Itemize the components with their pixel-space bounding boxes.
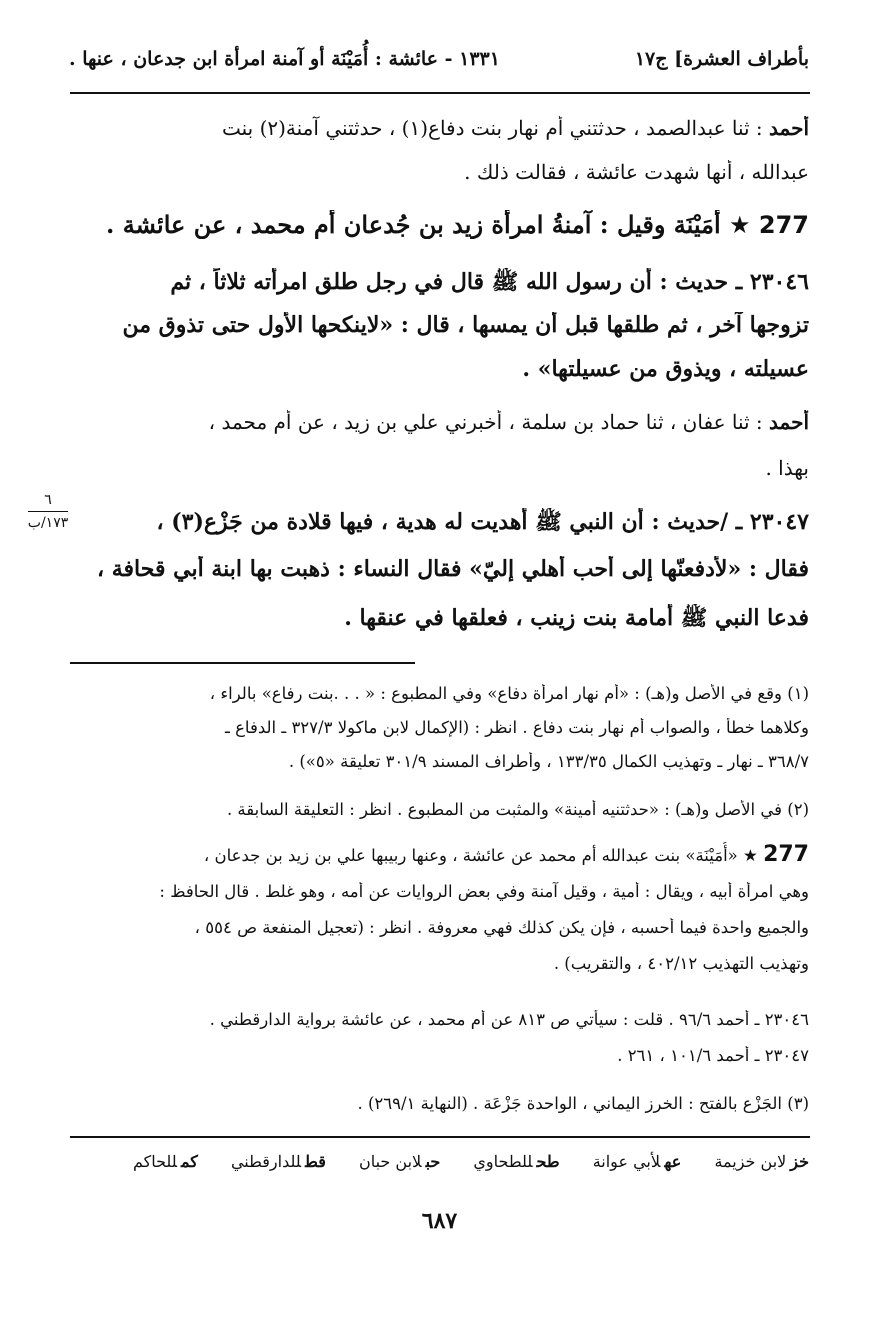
abbr-item [133, 1152, 198, 1171]
body-line-1 [69, 116, 809, 140]
abbr-name: لأبي عوانة [592, 1152, 661, 1171]
narrator-number: 277 [763, 842, 809, 867]
page-number: ٦٨٧ [421, 1208, 458, 1234]
body-line-2: عبدالله ، أنها شهدت عائشة ، فقالت ذلك . [464, 160, 809, 184]
abbr-code: عه [664, 1152, 682, 1171]
hadith-23046-line-3: عسيلته ، ويذوق من عسيلتها» . [522, 356, 809, 382]
abbr-code: خز [790, 1152, 809, 1171]
running-header [69, 48, 809, 82]
narrator-number: 277 [758, 211, 809, 239]
star-icon: ★ [743, 846, 758, 865]
hadith-23046-line-2: تزوجها آخر ، ثم طلقها قبل أن يمسها ، قال : «لاينكحها الأول حتى تذوق من [122, 312, 809, 338]
footnote-narrator-text: «أُمَيْنَة» بنت عبدالله أم محمد عن عائشة ، وعنها ربيبها علي بن زيد بن جدعان ، [203, 846, 744, 865]
hadith-23047-line-2: فقال : «لأدفعنّها إلى أحب أهلي إليّ» فقال النساء : ذهبت بها ابنة أبي قحافة ، [96, 556, 809, 582]
folio-bottom: ١٧٣/ب [27, 515, 69, 531]
footnote-separator [70, 662, 415, 664]
footnote-narrator-line-2: وهي امرأة أبيه ، ويقال : أمية ، وقيل آمنة وفي بعض الروايات عن أمه ، وهو غلط . قال الحافظ : [159, 882, 809, 901]
header-rule [70, 92, 810, 94]
footnote-narrator-line-4: وتهذيب التهذيب ٤٠٢/١٢ ، والتقريب) . [553, 954, 809, 973]
folio-top: ٦ [44, 492, 52, 508]
body-text: : ثنا عفان ، ثنا حماد بن سلمة ، أخبرني علي بن زيد ، عن أم محمد ، [208, 410, 770, 434]
header-chapter: ١٣٣١ - عائشة : أُمَيْنَة أو آمنة امرأة ابن جدعان ، عنها . [69, 48, 500, 70]
abbreviations-rule [70, 1136, 810, 1138]
source-note-23046: ٢٣٠٤٦ ـ أحمد ٩٦/٦ . قلت : سيأتي ص ٨١٣ عن أم محمد ، عن عائشة برواية الدارقطني . [209, 1010, 809, 1029]
narrator-heading-text: أُمَيْنَة وقيل : آمنةُ امرأة زيد بن جُدعان أم محمد ، عن عائشة . [106, 210, 730, 239]
footnote-1-line-1: (١) وقع في الأصل و(هـ) : «أم نهار امرأة دفاع» وفي المطبوع : « . . .بنت رفاع» بالراء ، [209, 684, 809, 703]
abbr-code: قط [305, 1152, 326, 1171]
abbreviations-legend [69, 1152, 809, 1171]
abbr-name: للحاكم [132, 1152, 177, 1171]
body-line-8: بهذا . [765, 456, 809, 480]
footnote-3: (٣) الجَزْع بالفتح : الخرز اليماني ، الواحدة جَزْعَة . (النهاية ٢٦٩/١) . [357, 1094, 809, 1113]
narrator-heading [69, 210, 809, 239]
star-icon: ★ [729, 211, 751, 239]
abbr-name: للدارقطني [230, 1152, 302, 1171]
header-volume: بأطراف العشرة] ج١٧ [634, 48, 809, 70]
source-label: أحمد [769, 116, 809, 140]
footnote-2: (٢) في الأصل و(هـ) : «حدثتنيه أمينة» والمثبت من المطبوع . انظر : التعليقة السابقة . [226, 800, 809, 819]
footnote-1-line-2: وكلاهما خطأ ، والصواب أم نهار بنت دفاع . انظر : (الإكمال لابن ماكولا ٣٢٧/٣ ـ الدفاع ـ [225, 718, 809, 737]
body-line-7 [69, 410, 809, 434]
hadith-23047-line-1: ٢٣٠٤٧ ـ /حديث : أن النبي ﷺ أُهديت له هدية ، فيها قلادة من جَزْع(٣) ، [156, 509, 809, 535]
hadith-23046-line-1: ٢٣٠٤٦ ـ حديث : أن رسول الله ﷺ قال في رجل طلق امرأته ثلاثاً ، ثم [170, 269, 809, 295]
abbr-item [231, 1152, 326, 1171]
abbr-code: كم [181, 1152, 198, 1171]
manuscript-folio-note [22, 492, 74, 531]
abbr-name: للطحاوي [473, 1152, 533, 1171]
body-text: : ثنا عبدالصمد ، حدثتني أم نهار بنت دفاع(١) ، حدثتني آمنة(٢) بنت [221, 116, 770, 140]
abbr-item [593, 1152, 682, 1171]
footnote-narrator-line-1 [69, 842, 809, 867]
abbr-item [359, 1152, 440, 1171]
source-label: أحمد [769, 410, 809, 434]
abbr-name: لابن حبان [358, 1152, 422, 1171]
folio-divider [28, 511, 68, 512]
abbr-code: طح [536, 1152, 560, 1171]
hadith-23047-line-3: فدعا النبي ﷺ أمامة بنت زينب ، فعلقها في عنقها . [344, 605, 809, 631]
source-note-23047: ٢٣٠٤٧ ـ أحمد ١٠١/٦ ، ٢٦١ . [617, 1046, 809, 1065]
abbr-code: حب [425, 1152, 441, 1171]
footnote-narrator-line-3: والجميع واحدة فيما أحسبه ، فإن يكن كذلك فهي معروفة . انظر : (تعجيل المنفعة ص ٥٥٤ ، [194, 918, 809, 937]
footnote-1-line-3: ٣٦٨/٧ ـ نهار ـ وتهذيب الكمال ١٣٣/٣٥ ، وأطراف المسند ٣٠١/٩ تعليقة «٥») . [288, 752, 809, 771]
abbr-item [473, 1152, 559, 1171]
abbr-name: لابن خزيمة [714, 1152, 787, 1171]
abbr-item [714, 1152, 809, 1171]
